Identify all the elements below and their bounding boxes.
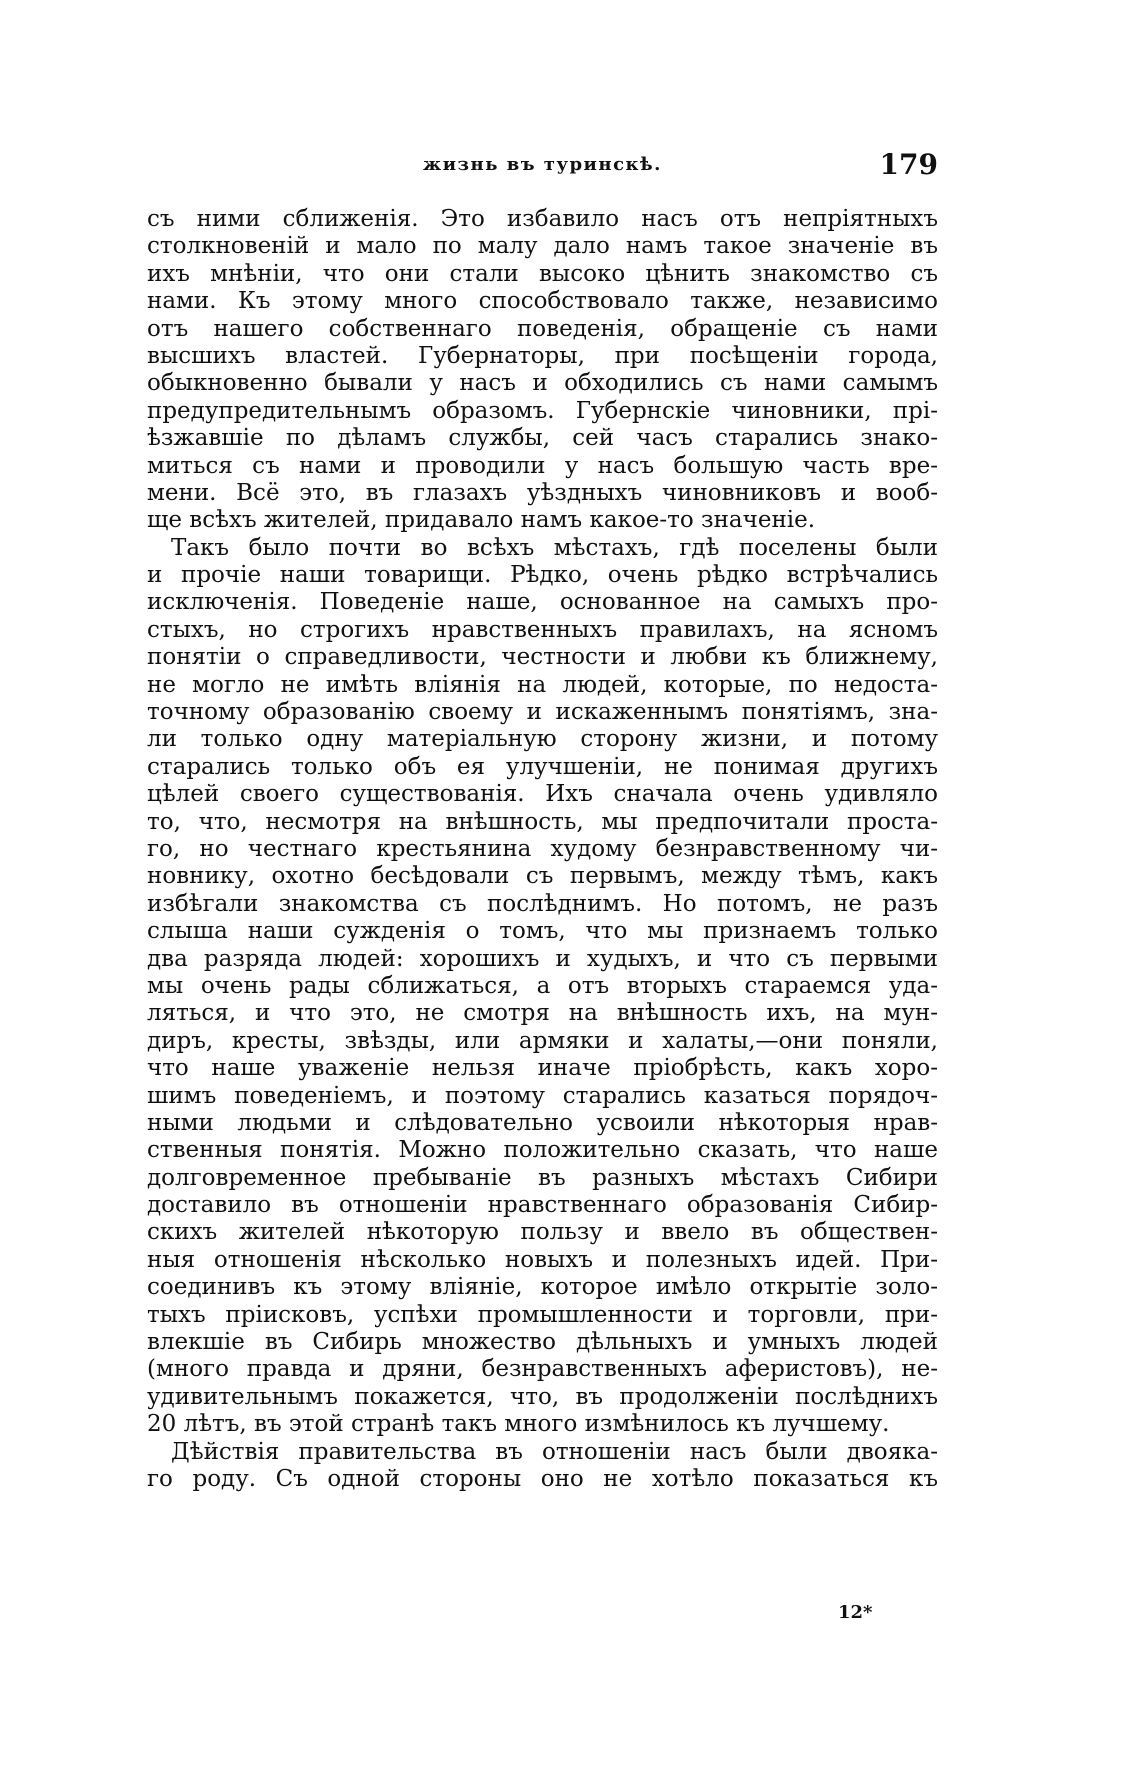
text-line: мени. Всё это, въ глазахъ уѣздныхъ чиновниковъ и вооб- [147,479,938,506]
text-line: ныя отношенія нѣсколько новыхъ и полезныхъ идей. При- [147,1246,938,1273]
text-line: соединивъ къ этому вліяніе, которое имѣло открытіе золо- [147,1274,938,1301]
text-line: исключенія. Поведеніе наше, основанное на самыхъ про- [147,589,938,616]
text-line: обыкновенно бывали у насъ и обходились съ нами самымъ [147,370,938,397]
text-line: удивительнымъ покажется, что, въ продолженіи послѣднихъ [147,1383,938,1410]
text-line: новнику, охотно бесѣдовали съ первымъ, между тѣмъ, какъ [147,863,938,890]
running-title: жизнь въ туринскѣ. [423,154,662,175]
text-line: ственныя понятія. Можно положительно сказать, что наше [147,1137,938,1164]
text-line: ли только одну матеріальную сторону жизни, и потому [147,726,938,753]
body-text [147,206,938,1493]
text-line: ѣзжавшіе по дѣламъ службы, сей часъ старались знако- [147,425,938,452]
text-line: шимъ поведеніемъ, и поэтому старались казаться порядоч- [147,1082,938,1109]
text-line: столкновеній и мало по малу дало намъ такое значеніе въ [147,233,938,260]
text-line: ихъ мнѣніи, что они стали высоко цѣнить знакомство съ [147,260,938,287]
text-line: долговременное пребываніе въ разныхъ мѣстахъ Сибири [147,1164,938,1191]
text-line: избѣгали знакомства съ послѣднимъ. Но потомъ, не разъ [147,890,938,917]
text-line: отъ нашего собственнаго поведенія, обращеніе съ нами [147,315,938,342]
text-line: предупредительнымъ образомъ. Губернскіе чиновники, прі- [147,397,938,424]
text-line: тыхъ пріисковъ, успѣхи промышленности и торговли, при- [147,1301,938,1328]
text-line: нами. Къ этому много способствовало также, независимо [147,288,938,315]
text-line: миться съ нами и проводили у насъ большую часть вре- [147,452,938,479]
text-line: скихъ жителей нѣкоторую пользу и ввело въ обществен- [147,1219,938,1246]
text-line: доставило въ отношеніи нравственнаго образованія Сибир- [147,1192,938,1219]
text-line: съ ними сближенія. Это избавило насъ отъ непріятныхъ [147,206,938,232]
text-line: ными людьми и слѣдовательно усвоили нѣкоторыя нрав- [147,1109,938,1136]
text-line: ляться, и что это, не смотря на внѣшность ихъ, на мун- [147,1000,938,1027]
text-line: старались только объ ея улучшеніи, не понимая другихъ [147,753,938,780]
text-line: влекшіе въ Сибирь множество дѣльныхъ и умныхъ людей [147,1329,938,1356]
text-line: Дѣйствія правительства въ отношеніи насъ были двояка- [171,1438,938,1465]
text-line: слыша наши сужденія о томъ, что мы признаемъ только [147,918,938,945]
text-line: два разряда людей: хорошихъ и худыхъ, и что съ первыми [147,945,938,972]
text-line: стыхъ, но строгихъ нравственныхъ правилахъ, на ясномъ [147,616,938,643]
text-line: понятіи о справедливости, честности и любви къ ближнему, [147,644,938,671]
text-line: ще всѣхъ жителей, придавало намъ какое-то значеніе. [147,507,816,534]
text-line: и прочіе наши товарищи. Рѣдко, очень рѣдко встрѣчались [147,562,938,589]
text-line: то, что, несмотря на внѣшность, мы предпочитали проста- [147,808,938,835]
text-line: высшихъ властей. Губернаторы, при посѣщеніи города, [147,342,938,369]
text-line: мы очень рады сближаться, а отъ вторыхъ стараемся уда- [147,972,938,999]
text-line: что наше уваженіе нельзя иначе пріобрѣсть, какъ хоро- [147,1055,938,1082]
signature-mark: 12* [838,1602,873,1623]
text-line: (много правда и дряни, безнравственныхъ аферистовъ), не- [147,1356,938,1383]
text-line: Такъ было почти во всѣхъ мѣстахъ, гдѣ поселены были [171,534,938,561]
page-number: 179 [879,148,938,181]
text-line: 20 лѣтъ, въ этой странѣ такъ много измѣнилось къ лучшему. [147,1411,890,1438]
text-line: не могло не имѣть вліянія на людей, которые, по недоста- [147,671,938,698]
text-line: го роду. Съ одной стороны оно не хотѣло показаться къ [147,1465,938,1492]
running-head [147,148,938,182]
text-line: точному образованію своему и искаженнымъ понятіямъ, зна- [147,699,938,726]
text-line: цѣлей своего существованія. Ихъ сначала очень удивляло [147,781,938,808]
text-line: диръ, кресты, звѣзды, или армяки и халаты,—они поняли, [147,1027,938,1054]
text-line: го, но честнаго крестьянина худому безнравственному чи- [147,835,938,862]
